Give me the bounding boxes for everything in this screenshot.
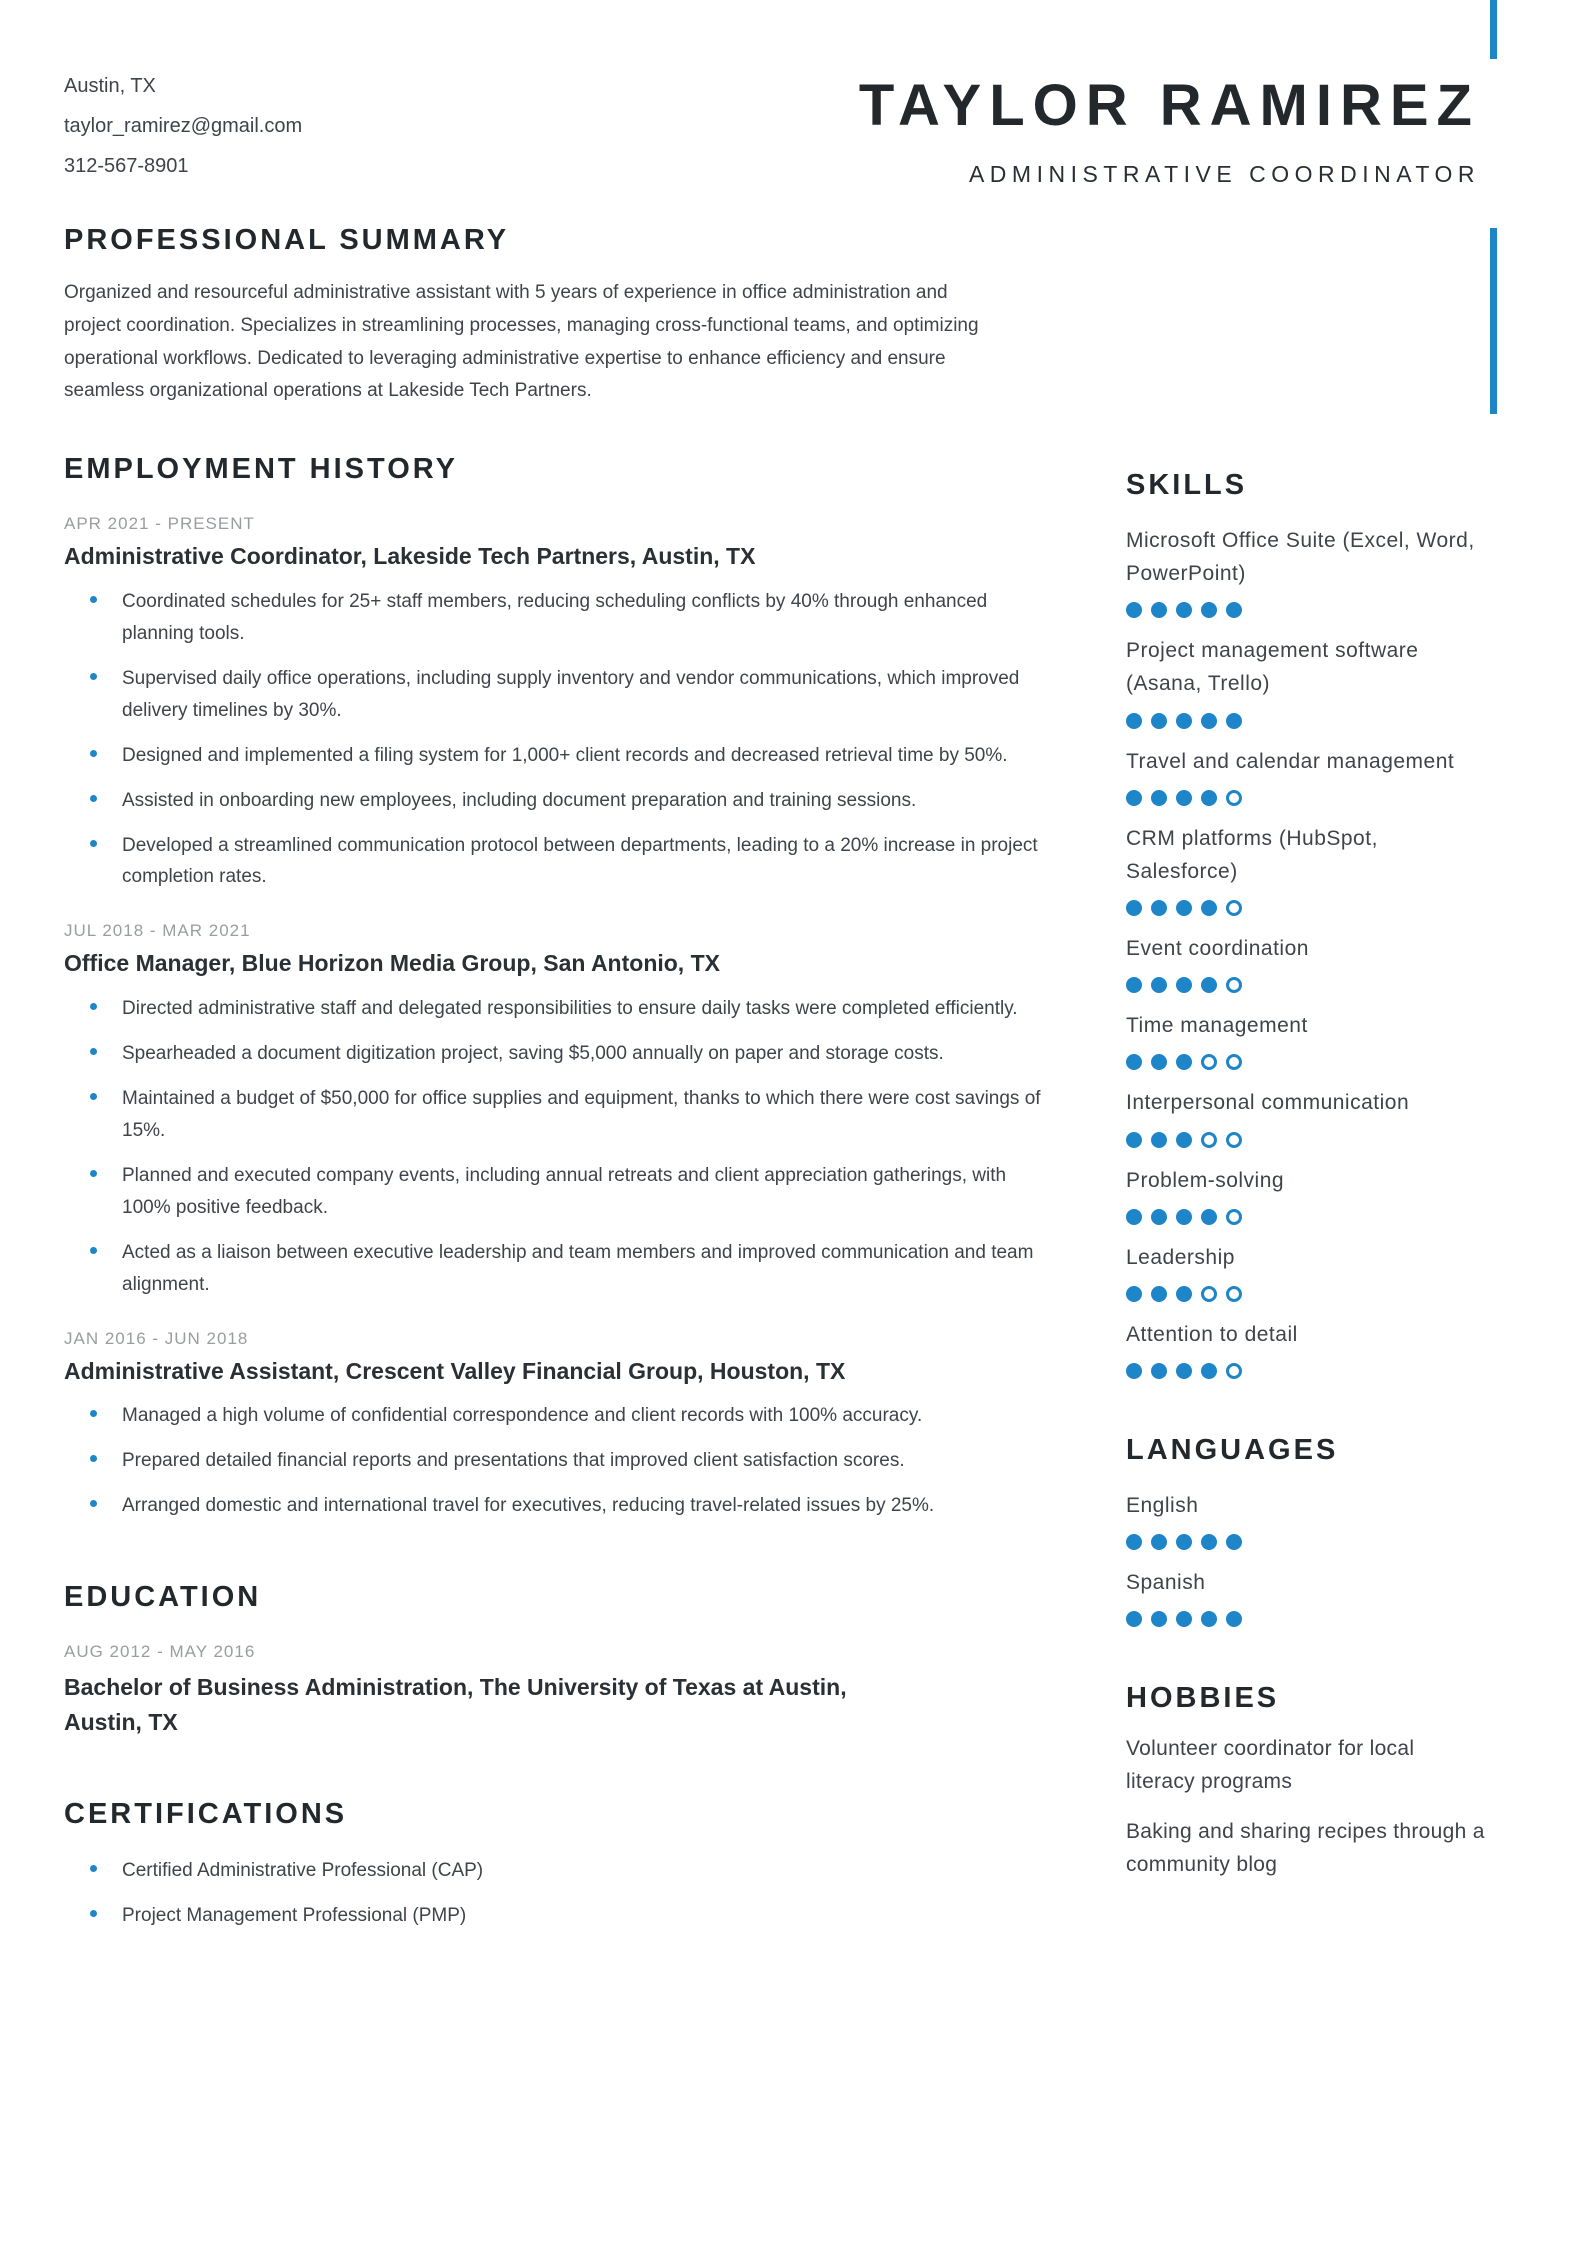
skills-heading: SKILLS	[1126, 469, 1248, 501]
rating-dot-filled-icon	[1176, 1132, 1192, 1148]
employment-heading: EMPLOYMENT HISTORY	[64, 453, 458, 486]
rating-dot-filled-icon	[1151, 1209, 1167, 1225]
skill-name: Problem-solving	[1126, 1168, 1285, 1192]
contact-block	[64, 66, 302, 186]
skill-name: Project management software (Asana, Trello)	[1126, 639, 1419, 696]
rating-dot-filled-icon	[1226, 1611, 1242, 1627]
contact-location: Austin, TX	[64, 75, 156, 97]
skill-name: Event coordination	[1126, 937, 1309, 961]
job-bullet-item	[64, 1400, 1042, 1432]
rating-dot-filled-icon	[1151, 713, 1167, 729]
rating-dot-filled-icon	[1176, 1286, 1192, 1302]
skill-name: Interpersonal communication	[1126, 1091, 1410, 1115]
skill-rating	[1126, 713, 1490, 729]
rating-dot-filled-icon	[1126, 1286, 1142, 1302]
bullet-icon	[90, 1500, 97, 1507]
job-title: Administrative Coordinator, Lakeside Tech Partners, Austin, TX	[64, 543, 756, 570]
bullet-icon	[90, 673, 97, 680]
rating-dot-filled-icon	[1126, 1611, 1142, 1627]
job-dates: JUL 2018 - MAR 2021	[64, 921, 251, 941]
accent-bar-middle	[1490, 228, 1497, 414]
certification-item	[64, 1855, 1042, 1887]
rating-dot-filled-icon	[1176, 1534, 1192, 1550]
hobbies-heading: HOBBIES	[1126, 1682, 1280, 1715]
skill-item	[1126, 1086, 1490, 1147]
job-bullet-text: Assisted in onboarding new employees, including document preparation and training sessions.	[122, 789, 917, 811]
rating-dot-filled-icon	[1176, 1363, 1192, 1379]
education-heading: EDUCATION	[64, 1581, 262, 1614]
job-bullet-text: Acted as a liaison between executive leadership and team members and improved communication and team alignment.	[122, 1241, 1034, 1295]
bullet-icon	[90, 1170, 97, 1177]
job-bullet-text: Developed a streamlined communication protocol between departments, leading to a 20% increase in project completion rates.	[122, 834, 1038, 888]
job-title: Office Manager, Blue Horizon Media Group, San Antonio, TX	[64, 950, 720, 977]
skill-item	[1126, 1241, 1490, 1302]
bullet-icon	[90, 1093, 97, 1100]
skill-item	[1126, 634, 1490, 728]
contact-phone: 312-567-8901	[64, 155, 189, 177]
language-list	[1126, 1489, 1490, 1627]
education-dates: AUG 2012 - MAY 2016	[64, 1642, 256, 1661]
job-list	[64, 514, 1044, 1522]
bullet-icon	[90, 1003, 97, 1010]
rating-dot-filled-icon	[1126, 713, 1142, 729]
rating-dot-filled-icon	[1201, 1611, 1217, 1627]
job-bullet-text: Planned and executed company events, including annual retreats and client appreciation gatherings, with 100% positive feedback.	[122, 1164, 1007, 1218]
skill-name: Microsoft Office Suite (Excel, Word, PowerPoint)	[1126, 528, 1475, 586]
job-bullet-item	[64, 830, 1042, 894]
section-skills	[1126, 470, 1490, 1379]
section-certifications	[64, 1799, 1044, 1932]
job-bullet-text: Supervised daily office operations, including supply inventory and vendor communications, which improved delivery timelines by 30%.	[122, 667, 1020, 721]
skill-name: Time management	[1126, 1014, 1308, 1038]
rating-dot-empty-icon	[1201, 1054, 1217, 1070]
certification-list	[64, 1855, 1044, 1932]
rating-dot-filled-icon	[1126, 790, 1142, 806]
job-bullet-text: Managed a high volume of confidential correspondence and client records with 100% accuracy.	[122, 1405, 923, 1427]
rating-dot-filled-icon	[1151, 1534, 1167, 1550]
skill-name: CRM platforms (HubSpot, Salesforce)	[1126, 826, 1378, 883]
job-bullet-item	[64, 1038, 1042, 1070]
language-rating	[1126, 1534, 1490, 1550]
certification-text: Project Management Professional (PMP)	[122, 1904, 467, 1926]
hobby-item: Baking and sharing recipes through a community blog	[1126, 1820, 1485, 1876]
rating-dot-empty-icon	[1201, 1286, 1217, 1302]
rating-dot-filled-icon	[1226, 1534, 1242, 1550]
job-bullet-text: Spearheaded a document digitization project, saving $5,000 annually on paper and storage costs.	[122, 1043, 944, 1065]
rating-dot-filled-icon	[1151, 1611, 1167, 1627]
section-professional-summary	[64, 225, 1044, 408]
job-bullet-text: Arranged domestic and international travel for executives, reducing travel-related issues by 25%.	[122, 1495, 935, 1517]
job-bullet-item	[64, 1490, 1042, 1522]
bullet-icon	[90, 1455, 97, 1462]
skill-name: Travel and calendar management	[1126, 749, 1455, 773]
job-bullet-item	[64, 1160, 1042, 1224]
rating-dot-empty-icon	[1226, 1209, 1242, 1225]
skill-rating	[1126, 1054, 1490, 1070]
bullet-icon	[90, 750, 97, 757]
rating-dot-empty-icon	[1201, 1132, 1217, 1148]
skill-rating	[1126, 900, 1490, 916]
rating-dot-filled-icon	[1201, 713, 1217, 729]
job-bullets	[64, 993, 1044, 1300]
rating-dot-filled-icon	[1126, 602, 1142, 618]
rating-dot-filled-icon	[1151, 602, 1167, 618]
rating-dot-empty-icon	[1226, 1132, 1242, 1148]
bullet-icon	[90, 795, 97, 802]
section-languages	[1126, 1435, 1490, 1627]
rating-dot-empty-icon	[1226, 1363, 1242, 1379]
bullet-icon	[90, 1048, 97, 1055]
languages-heading: LANGUAGES	[1126, 1434, 1339, 1467]
bullet-icon	[90, 1247, 97, 1254]
job-bullet-item	[64, 740, 1042, 772]
job-dates: APR 2021 - PRESENT	[64, 514, 255, 534]
rating-dot-filled-icon	[1201, 977, 1217, 993]
bullet-icon	[90, 1410, 97, 1417]
language-name: Spanish	[1126, 1571, 1206, 1595]
bullet-icon	[90, 1865, 97, 1872]
rating-dot-filled-icon	[1151, 1286, 1167, 1302]
rating-dot-filled-icon	[1176, 900, 1192, 916]
rating-dot-filled-icon	[1126, 1534, 1142, 1550]
skill-rating	[1126, 1286, 1490, 1302]
skill-item	[1126, 932, 1490, 993]
skill-item	[1126, 1318, 1490, 1379]
job-bullet-item	[64, 1237, 1042, 1301]
rating-dot-filled-icon	[1126, 977, 1142, 993]
skill-rating	[1126, 602, 1490, 618]
job-bullet-item	[64, 663, 1042, 727]
job-bullet-item	[64, 1083, 1042, 1147]
rating-dot-filled-icon	[1151, 900, 1167, 916]
job-entry	[64, 514, 1044, 893]
rating-dot-filled-icon	[1151, 1363, 1167, 1379]
language-rating	[1126, 1611, 1490, 1627]
summary-text: Organized and resourceful administrative assistant with 5 years of experience in office administration and project coordination. Specializes in streamlining processes, managing cross-functional teams, and optimizing operational workflows. Dedicated to leveraging administrative expertise to enhance efficiency and ensure seamless organizational operations at Lakeside Tech Partners.	[64, 281, 979, 402]
rating-dot-filled-icon	[1176, 1209, 1192, 1225]
rating-dot-filled-icon	[1201, 1209, 1217, 1225]
bullet-icon	[90, 840, 97, 847]
skill-rating	[1126, 977, 1490, 993]
rating-dot-filled-icon	[1176, 713, 1192, 729]
summary-heading: PROFESSIONAL SUMMARY	[64, 224, 510, 256]
rating-dot-filled-icon	[1176, 1611, 1192, 1627]
rating-dot-filled-icon	[1126, 1132, 1142, 1148]
certifications-heading: CERTIFICATIONS	[64, 1798, 348, 1830]
language-item	[1126, 1489, 1490, 1550]
bullet-icon	[90, 596, 97, 603]
rating-dot-empty-icon	[1226, 1286, 1242, 1302]
rating-dot-filled-icon	[1176, 977, 1192, 993]
rating-dot-filled-icon	[1201, 900, 1217, 916]
rating-dot-empty-icon	[1226, 1054, 1242, 1070]
rating-dot-filled-icon	[1226, 713, 1242, 729]
language-name: English	[1126, 1494, 1199, 1518]
rating-dot-empty-icon	[1226, 977, 1242, 993]
job-dates: JAN 2016 - JUN 2018	[64, 1328, 249, 1348]
rating-dot-filled-icon	[1201, 1363, 1217, 1379]
resume-content	[64, 225, 1490, 1945]
rating-dot-filled-icon	[1126, 1363, 1142, 1379]
rating-dot-filled-icon	[1201, 790, 1217, 806]
rating-dot-filled-icon	[1201, 602, 1217, 618]
skill-list	[1126, 524, 1490, 1379]
rating-dot-filled-icon	[1126, 900, 1142, 916]
certification-item	[64, 1900, 1042, 1932]
name-block	[858, 73, 1480, 188]
rating-dot-filled-icon	[1226, 602, 1242, 618]
skill-item	[1126, 1009, 1490, 1070]
job-bullet-item	[64, 586, 1042, 650]
accent-bar-top	[1490, 0, 1497, 59]
rating-dot-filled-icon	[1151, 1054, 1167, 1070]
resume-header	[64, 66, 1480, 188]
education-degree: Bachelor of Business Administration, The University of Texas at Austin, Austin, TX	[64, 1674, 847, 1735]
rating-dot-filled-icon	[1126, 1054, 1142, 1070]
skill-item	[1126, 524, 1490, 618]
job-bullet-text: Maintained a budget of $50,000 for office supplies and equipment, thanks to which there were cost savings of 15%.	[122, 1088, 1041, 1141]
skill-rating	[1126, 1363, 1490, 1379]
job-bullet-text: Directed administrative staff and delegated responsibilities to ensure daily tasks were completed efficiently.	[122, 998, 1018, 1020]
contact-email: taylor_ramirez@gmail.com	[64, 115, 303, 137]
rating-dot-filled-icon	[1201, 1534, 1217, 1550]
job-bullet-text: Coordinated schedules for 25+ staff members, reducing scheduling conflicts by 40% through enhanced planning tools.	[122, 591, 988, 645]
section-hobbies	[1126, 1683, 1490, 1881]
rating-dot-empty-icon	[1226, 790, 1242, 806]
job-bullet-item	[64, 1445, 1042, 1477]
hobby-item: Volunteer coordinator for local literacy programs	[1126, 1737, 1415, 1793]
certification-text: Certified Administrative Professional (CAP)	[122, 1859, 484, 1881]
rating-dot-filled-icon	[1126, 1209, 1142, 1225]
job-bullet-text: Designed and implemented a filing system for 1,000+ client records and decreased retrieval time by 50%.	[122, 744, 1008, 766]
candidate-title: ADMINISTRATIVE COORDINATOR	[968, 160, 1480, 187]
rating-dot-filled-icon	[1151, 790, 1167, 806]
rating-dot-filled-icon	[1151, 1132, 1167, 1148]
skill-rating	[1126, 1209, 1490, 1225]
skill-name: Attention to detail	[1126, 1322, 1298, 1346]
job-title: Administrative Assistant, Crescent Valley Financial Group, Houston, TX	[64, 1357, 846, 1384]
skill-item	[1126, 822, 1490, 916]
rating-dot-filled-icon	[1176, 602, 1192, 618]
job-bullet-item	[64, 993, 1042, 1025]
language-item	[1126, 1566, 1490, 1627]
skill-rating	[1126, 790, 1490, 806]
job-bullet-item	[64, 785, 1042, 817]
job-entry	[64, 921, 1044, 1300]
section-education	[64, 1582, 1044, 1739]
skill-rating	[1126, 1132, 1490, 1148]
job-entry	[64, 1329, 1044, 1523]
rating-dot-empty-icon	[1226, 900, 1242, 916]
left-column	[64, 225, 1044, 1945]
job-bullets	[64, 586, 1044, 893]
rating-dot-filled-icon	[1151, 977, 1167, 993]
candidate-name: TAYLOR RAMIREZ	[858, 73, 1480, 138]
job-bullet-text: Prepared detailed financial reports and presentations that improved client satisfaction scores.	[122, 1450, 905, 1472]
job-bullets	[64, 1400, 1044, 1522]
skill-item	[1126, 745, 1490, 806]
rating-dot-filled-icon	[1176, 790, 1192, 806]
rating-dot-filled-icon	[1176, 1054, 1192, 1070]
hobby-list	[1126, 1733, 1490, 1881]
section-employment-history	[64, 454, 1044, 1522]
bullet-icon	[90, 1910, 97, 1917]
skill-item	[1126, 1164, 1490, 1225]
skill-name: Leadership	[1126, 1245, 1235, 1269]
right-column	[1126, 225, 1490, 1945]
